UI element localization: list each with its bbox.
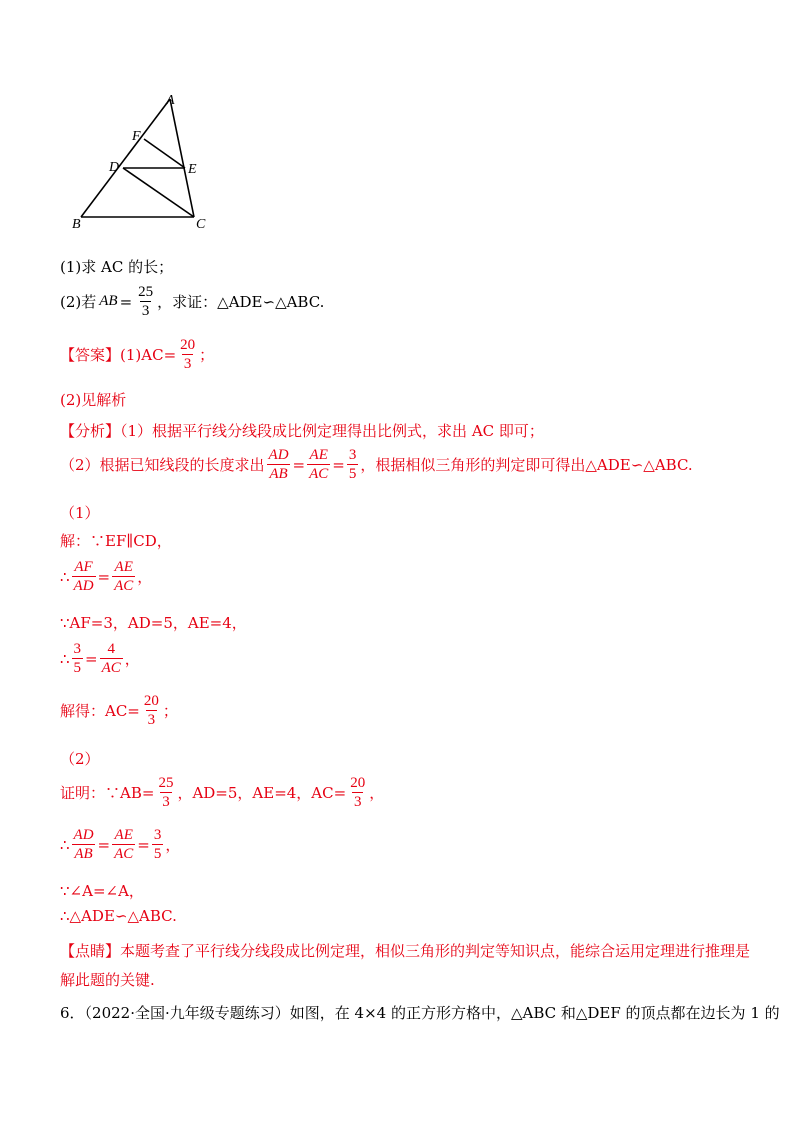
analysis-frac-2 <box>307 446 330 483</box>
s5-den: 3 <box>147 712 156 728</box>
p2-num-1: AD <box>73 827 94 843</box>
answer-line <box>60 336 214 373</box>
q2-prefix: (2)若 <box>60 293 97 311</box>
analysis-frac-3 <box>347 446 359 483</box>
answer-num: 20 <box>180 337 196 353</box>
analysis-frac-1 <box>267 446 291 483</box>
p1-frac-1 <box>156 774 175 811</box>
question-2 <box>60 283 324 320</box>
s2-num-1: AF <box>74 559 93 575</box>
q2-ab: AB <box>99 293 118 309</box>
s2-den-2: AC <box>114 578 134 594</box>
analysis-line-1 <box>60 420 544 441</box>
p1-num-2: 20 <box>350 775 366 791</box>
solution1-heading: （1） <box>60 504 100 522</box>
s5-frac <box>142 692 161 729</box>
segment-dc <box>123 168 194 217</box>
answer-part2: (2)见解析 <box>60 391 127 409</box>
analysis-line2-suffix: ，根据相似三角形的判定即可得出△ADE∽△ABC. <box>360 456 693 474</box>
label-d: D <box>109 160 120 175</box>
answer-den: 3 <box>183 356 192 372</box>
solution1-step2: ∴ $\frac{AF}{AD}$ = $\frac{AE}{AC}$ ， <box>60 559 153 594</box>
segment-ac <box>170 99 194 217</box>
label-e: E <box>188 162 197 177</box>
p1-den-1: 3 <box>162 794 170 810</box>
label-a: A <box>166 93 175 108</box>
solution2-proof-1 <box>60 774 384 811</box>
s2-end: ， <box>137 568 153 586</box>
solution1-step4: ∴ $\frac{3}{5}$ = $\frac{4}{AC}$ ， <box>60 641 140 676</box>
analysis-f1-num: AD <box>268 447 289 463</box>
solution1-step1: 解：∵EF∥CD， <box>60 532 172 550</box>
s2-num-2: AE <box>114 559 133 575</box>
s2-den-1: AD <box>73 578 94 594</box>
s4-num-2: 4 <box>107 641 115 657</box>
p2-frac-2 <box>112 826 135 863</box>
comment-tag: 【点睛】 <box>60 942 121 960</box>
s2-frac-2 <box>112 558 135 595</box>
solution2-proof-2: ∴ $\frac{AD}{AB}$ = $\frac{AE}{AC}$ = $\frac{3}{5}$ ， <box>60 827 181 862</box>
comment-line-1 <box>60 940 750 961</box>
p1-end: ， <box>369 784 385 802</box>
analysis-f2-num: AE <box>309 447 328 463</box>
solution1-step3: ∵AF=3，AD=5，AE=4， <box>60 614 247 632</box>
analysis-tag: 【分析】 <box>60 422 121 440</box>
p2-end: ， <box>165 836 181 854</box>
answer-part1-suffix: ； <box>199 346 215 364</box>
analysis-f3-num: 3 <box>348 447 357 463</box>
q2-fraction <box>136 283 155 320</box>
answer-tag: 【答案】 <box>60 346 121 364</box>
p2-num-2: AE <box>114 827 133 843</box>
answer-fraction <box>178 336 197 373</box>
analysis-f1-den: AB <box>269 466 288 482</box>
p2-frac-1 <box>72 826 96 863</box>
solution2-heading: （2） <box>60 750 100 768</box>
p1-prefix: 证明：∵AB= <box>60 784 155 802</box>
answer-part1-prefix: (1)AC= <box>120 345 177 364</box>
q2-suffix: ，求证：△ADE∽△ABC. <box>157 293 325 311</box>
p1-frac-2 <box>348 774 367 811</box>
p1-num-1: 25 <box>158 775 174 791</box>
p2-den-3: 5 <box>153 846 162 862</box>
s4-end: ， <box>124 650 140 668</box>
s5-prefix: 解得：AC= <box>60 702 140 720</box>
therefore-symbol: ∴ <box>60 567 70 586</box>
solution2-proof-4: ∴△ADE∽△ABC. <box>60 907 177 925</box>
s4-den-2: AC <box>101 660 121 676</box>
s4-frac-2 <box>100 640 123 677</box>
s2-frac-1 <box>72 558 96 595</box>
comment-text-1: 本题考查了平行线分线段成比例定理，相似三角形的判定等知识点，能综合运用定理进行推理是 <box>120 942 751 960</box>
therefore-symbol: ∴ <box>60 649 70 668</box>
analysis-line2-prefix: （2）根据已知线段的长度求出 <box>60 456 265 474</box>
p2-den-2: AC <box>114 846 134 862</box>
solution1-step5 <box>60 692 178 729</box>
comment-line-2: 解此题的关键. <box>60 971 155 989</box>
s4-den-1: 5 <box>73 660 82 676</box>
q2-eq: = <box>119 292 133 311</box>
label-b: B <box>72 217 81 232</box>
q2-num: 25 <box>138 284 154 300</box>
analysis-line-2: （2）根据已知线段的长度求出 $\frac{AD}{AB}$ = $\frac{AE}{AC}$ = $\frac{3}{5}$ ，根据相似三角形的判定即可得出△ADE∽△ABC. <box>60 447 693 482</box>
label-c: C <box>196 217 206 232</box>
s5-end: ； <box>162 702 178 720</box>
analysis-text-1: （1）根据平行线分线段成比例定理得出比例式，求出 AC 即可； <box>120 422 544 440</box>
p1-den-2: 3 <box>353 794 362 810</box>
q2-den: 3 <box>141 303 150 319</box>
question-1: (1)求 AC 的长； <box>60 258 174 276</box>
analysis-f2-den: AC <box>309 466 329 482</box>
label-f: F <box>132 129 141 144</box>
p1-mid: ，AD=5，AE=4，AC= <box>177 784 347 802</box>
segment-ab <box>81 99 170 217</box>
triangle-figure <box>60 88 230 238</box>
p2-num-3: 3 <box>153 827 162 843</box>
solution2-proof-3: ∵∠A=∠A， <box>60 882 144 900</box>
p2-frac-3 <box>152 826 164 863</box>
therefore-symbol: ∴ <box>60 835 70 854</box>
s4-frac-1 <box>72 640 84 677</box>
analysis-f3-den: 5 <box>348 466 357 482</box>
p2-den-1: AB <box>74 846 93 862</box>
s5-num: 20 <box>143 693 159 709</box>
next-question: 6．（2022·全国·九年级专题练习）如图，在 4×4 的正方形方格中，△ABC 和△DEF 的顶点都在边长为 1 的 <box>60 1004 780 1022</box>
s4-num-1: 3 <box>73 641 82 657</box>
